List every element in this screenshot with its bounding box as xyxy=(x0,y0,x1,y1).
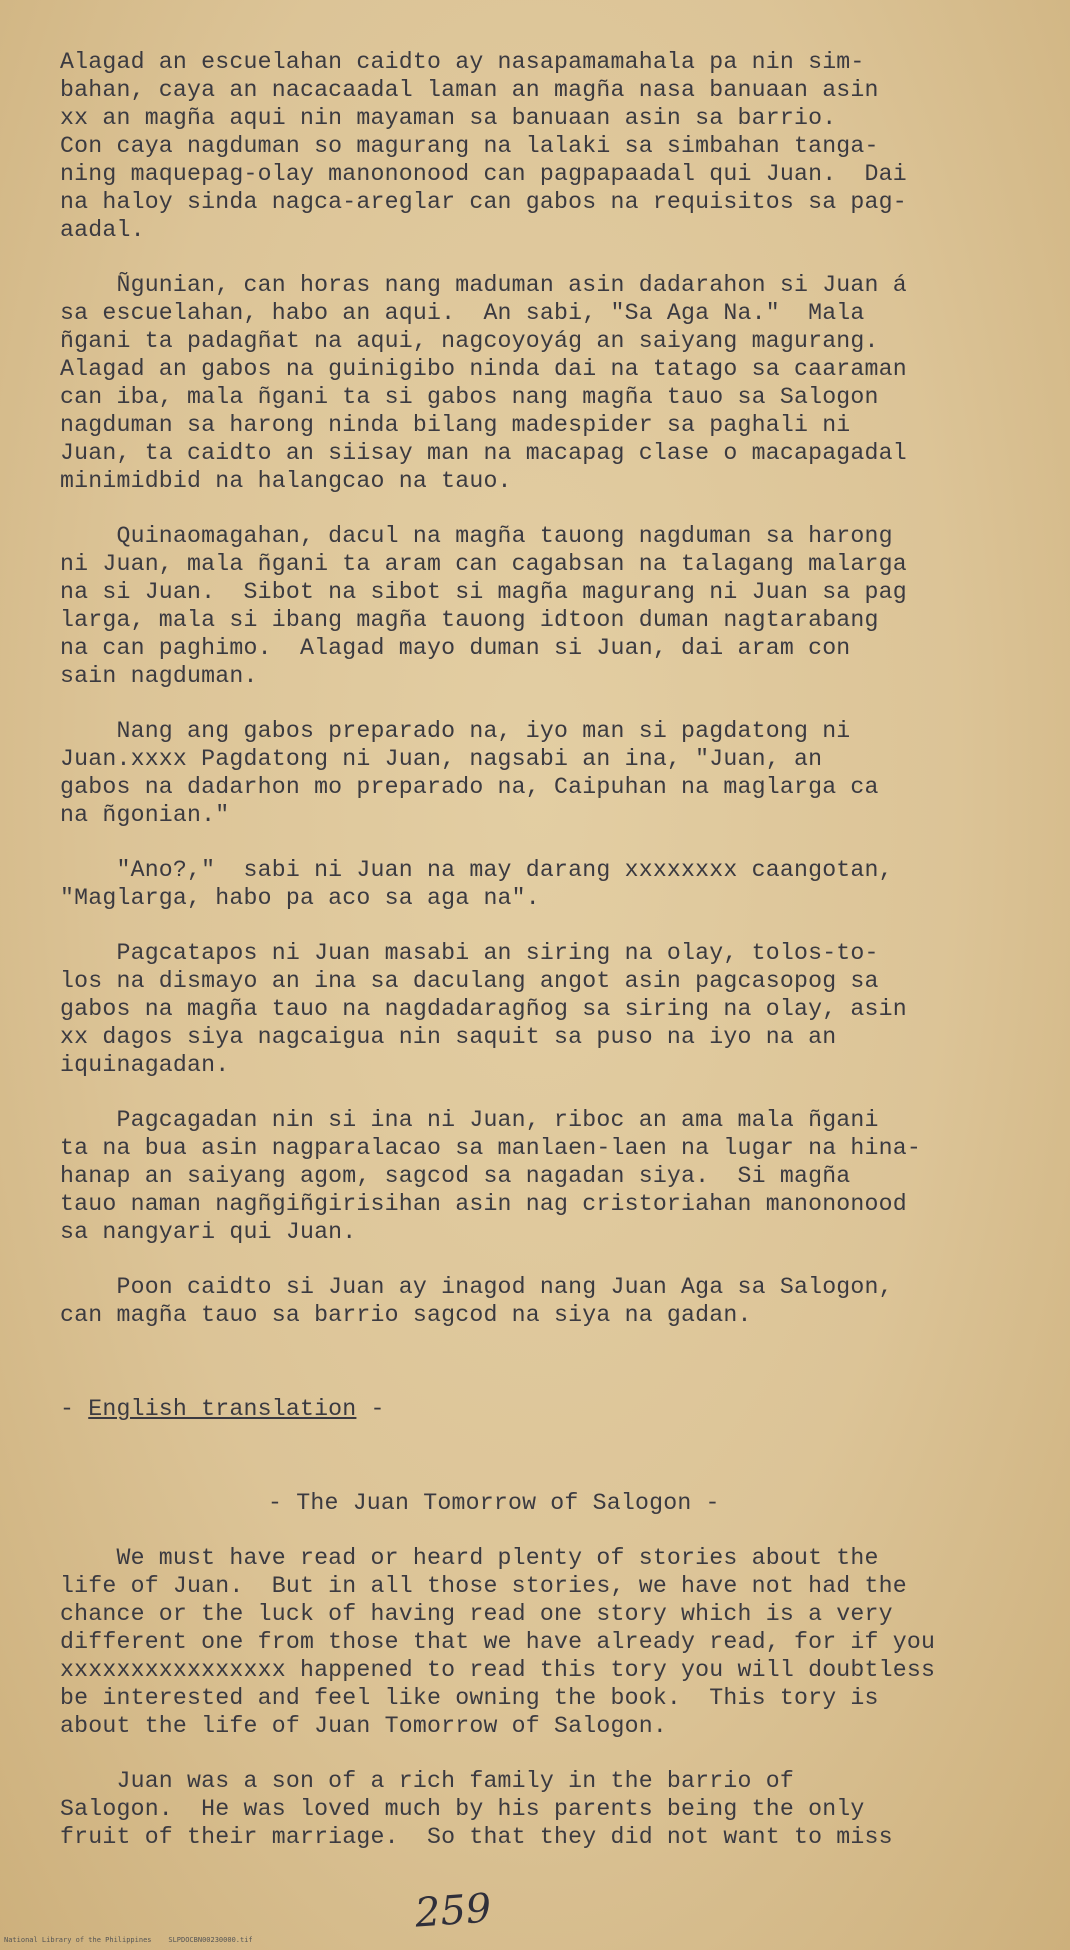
paragraph-2 xyxy=(60,271,1060,495)
text-line: "Maglarga, habo pa aco sa aga na". xyxy=(60,885,540,911)
text-line: minimidbid na halangcao na tauo. xyxy=(60,468,512,494)
text-line: be interested and feel like owning the book. This tory is xyxy=(60,1685,879,1711)
text-line: sain nagduman. xyxy=(60,663,258,689)
paragraph-4 xyxy=(60,717,1060,829)
text-line: na si Juan. Sibot na sibot si magña magurang ni Juan sa pag xyxy=(60,579,907,605)
text-line: Juan was a son of a rich family in the barrio of xyxy=(60,1768,794,1794)
text-line: life of Juan. But in all those stories, we have not had the xyxy=(60,1573,907,1599)
text-line: about the life of Juan Tomorrow of Salogon. xyxy=(60,1713,667,1739)
text-line: ni Juan, mala ñgani ta aram can cagabsan na talagang malarga xyxy=(60,551,907,577)
text-line: Pagcatapos ni Juan masabi an siring na olay, tolos-to- xyxy=(60,940,879,966)
text-line: bahan, caya an nacacaadal laman an magña nasa banuaan asin xyxy=(60,77,879,103)
text-line: Alagad an escuelahan caidto ay nasapamamahala pa nin sim- xyxy=(60,49,865,75)
text-line: Ñgunian, can horas nang maduman asin dadarahon si Juan á xyxy=(60,272,907,298)
text-line: na haloy sinda nagca-areglar can gabos na requisitos sa pag- xyxy=(60,189,907,215)
text-line: Juan, ta caidto an siisay man na macapag clase o macapagadal xyxy=(60,440,907,466)
paragraph-5 xyxy=(60,856,1060,912)
paragraph-7 xyxy=(60,1106,1060,1246)
paragraph-8 xyxy=(60,1273,1060,1329)
text-line: Salogon. He was loved much by his parents being the only xyxy=(60,1796,865,1822)
text-line: ta na bua asin nagparalacao sa manlaen-laen na lugar na hina- xyxy=(60,1135,922,1161)
text-line: fruit of their marriage. So that they did not want to miss xyxy=(60,1824,893,1850)
text-line: Alagad an gabos na guinigibo ninda dai na tatago sa caaraman xyxy=(60,356,907,382)
english-paragraph-2 xyxy=(60,1767,1060,1851)
text-line: xx an magña aqui nin mayaman sa banuaan asin sa barrio. xyxy=(60,105,837,131)
text-line: na ñgonian." xyxy=(60,802,230,828)
text-line: "Ano?," sabi ni Juan na may darang xxxxxxxx caangotan, xyxy=(60,857,893,883)
text-line: Con caya nagduman so magurang na lalaki sa simbahan tanga- xyxy=(60,133,879,159)
text-line: Nang ang gabos preparado na, iyo man si pagdatong ni xyxy=(60,718,851,744)
text-line: los na dismayo an ina sa daculang angot asin pagcasopog sa xyxy=(60,968,879,994)
translation-heading-label: English translation xyxy=(88,1396,357,1422)
text-line: sa escuelahan, habo an aqui. An sabi, "Sa Aga Na." Mala xyxy=(60,300,865,326)
text-line: na can paghimo. Alagad mayo duman si Juan, dai aram con xyxy=(60,635,851,661)
text-line: We must have read or heard plenty of stories about the xyxy=(60,1545,879,1571)
text-line: sa nangyari qui Juan. xyxy=(60,1219,357,1245)
text-line: nagduman sa harong ninda bilang madespider sa paghali ni xyxy=(60,412,851,438)
story-title: - The Juan Tomorrow of Salogon - xyxy=(268,1490,720,1516)
text-line: xxxxxxxxxxxxxxxx happened to read this tory you will doubtless xyxy=(60,1657,936,1683)
paragraph-3 xyxy=(60,522,1060,690)
text-line: can magña tauo sa barrio sagcod na siya na gadan. xyxy=(60,1302,752,1328)
text-line: larga, mala si ibang magña tauong idtoon duman nagtarabang xyxy=(60,607,879,633)
handwritten-page-number: 259 xyxy=(413,1885,493,1937)
text-line: different one from those that we have already read, for if you xyxy=(60,1629,936,1655)
text-line: Quinaomagahan, dacul na magña tauong nagduman sa harong xyxy=(60,523,893,549)
text-line: chance or the luck of having read one story which is a very xyxy=(60,1601,893,1627)
english-paragraph-1 xyxy=(60,1544,1060,1740)
text-line: Juan.xxxx Pagdatong ni Juan, nagsabi an ina, "Juan, an xyxy=(60,746,823,772)
text-line: iquinagadan. xyxy=(60,1052,230,1078)
text-line: can iba, mala ñgani ta si gabos nang magña tauo sa Salogon xyxy=(60,384,879,410)
text-line: hanap an saiyang agom, sagcod sa nagadan siya. Si magña xyxy=(60,1163,851,1189)
paragraph-1 xyxy=(60,48,1060,244)
text-line: Poon caidto si Juan ay inagod nang Juan Aga sa Salogon, xyxy=(60,1274,893,1300)
typed-text-body xyxy=(60,48,1060,1851)
archive-footer: National Library of the Philippines SLPDOCBN00230000.tif xyxy=(4,1936,253,1944)
text-line: gabos na dadarhon mo preparado na, Caipuhan na maglarga ca xyxy=(60,774,879,800)
paragraph-6 xyxy=(60,939,1060,1079)
text-line: gabos na magña tauo na nagdadaragñog sa siring na olay, asin xyxy=(60,996,907,1022)
text-line: xx dagos siya nagcaigua nin saquit sa puso na iyo na an xyxy=(60,1024,837,1050)
text-line: ning maquepag-olay manononood can pagpapaadal qui Juan. Dai xyxy=(60,161,907,187)
text-line: tauo naman nagñgiñgirisihan asin nag cristoriahan manononood xyxy=(60,1191,907,1217)
translation-heading: - English translation - xyxy=(60,1396,385,1422)
text-line: aadal. xyxy=(60,217,145,243)
text-line: Pagcagadan nin si ina ni Juan, riboc an ama mala ñgani xyxy=(60,1107,879,1133)
text-line: ñgani ta padagñat na aqui, nagcoyoyág an saiyang magurang. xyxy=(60,328,879,354)
